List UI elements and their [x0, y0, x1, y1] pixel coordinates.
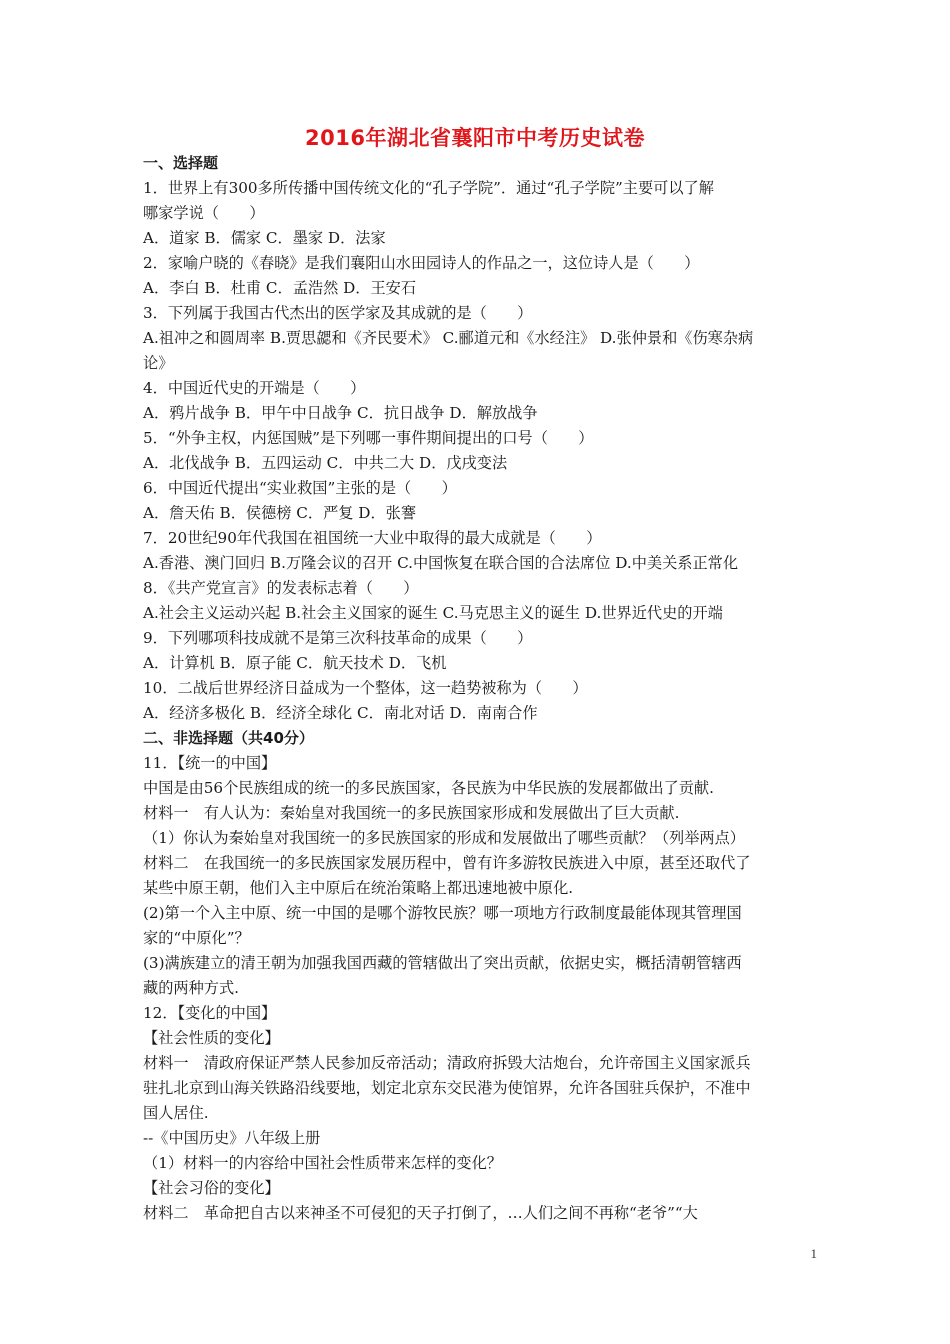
text-line: 【社会习俗的变化】 [143, 1179, 280, 1197]
text-line: 藏的两种方式. [143, 979, 239, 997]
text-line: A．李白 B．杜甫 C．孟浩然 D．王安石 [143, 279, 417, 297]
text-line: --《中国历史》八年级上册 [143, 1129, 321, 1147]
text-line: 5．“外争主权，内惩国贼”是下列哪一事件期间提出的口号（ ） [143, 429, 594, 447]
section-heading-multiple-choice: 一、选择题 [143, 154, 219, 172]
document-body [143, 151, 813, 1226]
text-line: 12．【变化的中国】 [143, 1004, 277, 1022]
text-line: 论》 [143, 354, 174, 372]
text-line: 中国是由56个民族组成的统一的多民族国家，各民族为中华民族的发展都做出了贡献. [143, 779, 714, 797]
text-line: 2．家喻户晓的《春晓》是我们襄阳山水田园诗人的作品之一，这位诗人是（ ） [143, 254, 700, 272]
text-line: （1）材料一的内容给中国社会性质带来怎样的变化？ [143, 1154, 502, 1172]
text-line: A．詹天佑 B．侯德榜 C．严复 D．张謇 [143, 504, 417, 522]
text-line: (3)满族建立的清王朝为加强我国西藏的管辖做出了突出贡献，依据史实，概括清朝管辖西 [143, 954, 742, 972]
page-number: 1 [810, 1246, 817, 1261]
text-line: 10．二战后世界经济日益成为一个整体，这一趋势被称为（ ） [143, 679, 588, 697]
text-line: 某些中原王朝，他们入主中原后在统治策略上都迅速地被中原化. [143, 879, 574, 897]
text-line: A．经济多极化 B．经济全球化 C．南北对话 D．南南合作 [143, 704, 538, 722]
text-line: 驻扎北京到山海关铁路沿线要地，划定北京东交民港为使馆界，允许各国驻兵保护，不准中 [143, 1079, 751, 1097]
text-line: 9．下列哪项科技成就不是第三次科技革命的成果（ ） [143, 629, 533, 647]
text-line: 【社会性质的变化】 [143, 1029, 280, 1047]
text-line: A．计算机 B．原子能 C．航天技术 D．飞机 [143, 654, 447, 672]
multiple-choice-questions [143, 176, 813, 726]
text-line: A.香港、澳门回归 B.万隆会议的召开 C.中国恢复在联合国的合法席位 D.中美关系正常化 [143, 554, 739, 572]
text-line: A．北伐战争 B．五四运动 C．中共二大 D．戊戌变法 [143, 454, 508, 472]
text-line: 3．下列属于我国古代杰出的医学家及其成就的是（ ） [143, 304, 533, 322]
text-line: 4．中国近代史的开端是（ ） [143, 379, 366, 397]
text-line: A.祖冲之和圆周率 B.贾思勰和《齐民要术》 C.郦道元和《水经注》 D.张仲景和《伤寒杂病 [143, 329, 754, 347]
text-line: A．道家 B．儒家 C．墨家 D．法家 [143, 229, 386, 247]
section-heading-non-choice: 二、非选择题（共40分） [143, 729, 314, 747]
document-title: 2016年湖北省襄阳市中考历史试卷 [305, 126, 645, 150]
text-line: 1．世界上有300多所传播中国传统文化的“孔子学院”．通过“孔子学院”主要可以了解 [143, 179, 714, 197]
text-line: 材料一 有人认为：秦始皇对我国统一的多民族国家形成和发展做出了巨大贡献. [143, 804, 680, 822]
text-line: 家的“中原化”？ [143, 929, 250, 947]
text-line: 哪家学说（ ） [143, 204, 265, 222]
text-line: 7．20世纪90年代我国在祖国统一大业中取得的最大成就是（ ） [143, 529, 602, 547]
text-line: A.社会主义运动兴起 B.社会主义国家的诞生 C.马克思主义的诞生 D.世界近代史的开端 [143, 604, 723, 622]
text-line: 材料二 在我国统一的多民族国家发展历程中，曾有许多游牧民族进入中原，甚至还取代了 [143, 854, 751, 872]
text-line: A．鸦片战争 B．甲午中日战争 C．抗日战争 D．解放战争 [143, 404, 538, 422]
text-line: 6．中国近代提出“实业救国”主张的是（ ） [143, 479, 457, 497]
text-line: 材料一 清政府保证严禁人民参加反帝活动；清政府拆毁大沽炮台，允许帝国主义国家派兵 [143, 1054, 751, 1072]
text-line: 材料二 革命把自古以来神圣不可侵犯的天子打倒了，…人们之间不再称“老爷”“大 [143, 1204, 698, 1222]
text-line: （1）你认为秦始皇对我国统一的多民族国家的形成和发展做出了哪些贡献？（列举两点） [143, 829, 745, 847]
text-line: 8．《共产党宣言》的发表标志着（ ） [143, 579, 419, 597]
text-line: 11．【统一的中国】 [143, 754, 277, 772]
non-choice-questions [143, 751, 813, 1226]
text-line: 国人居住. [143, 1104, 209, 1122]
text-line: (2)第一个入主中原、统一中国的是哪个游牧民族？哪一项地方行政制度最能体现其管理国 [143, 904, 742, 922]
